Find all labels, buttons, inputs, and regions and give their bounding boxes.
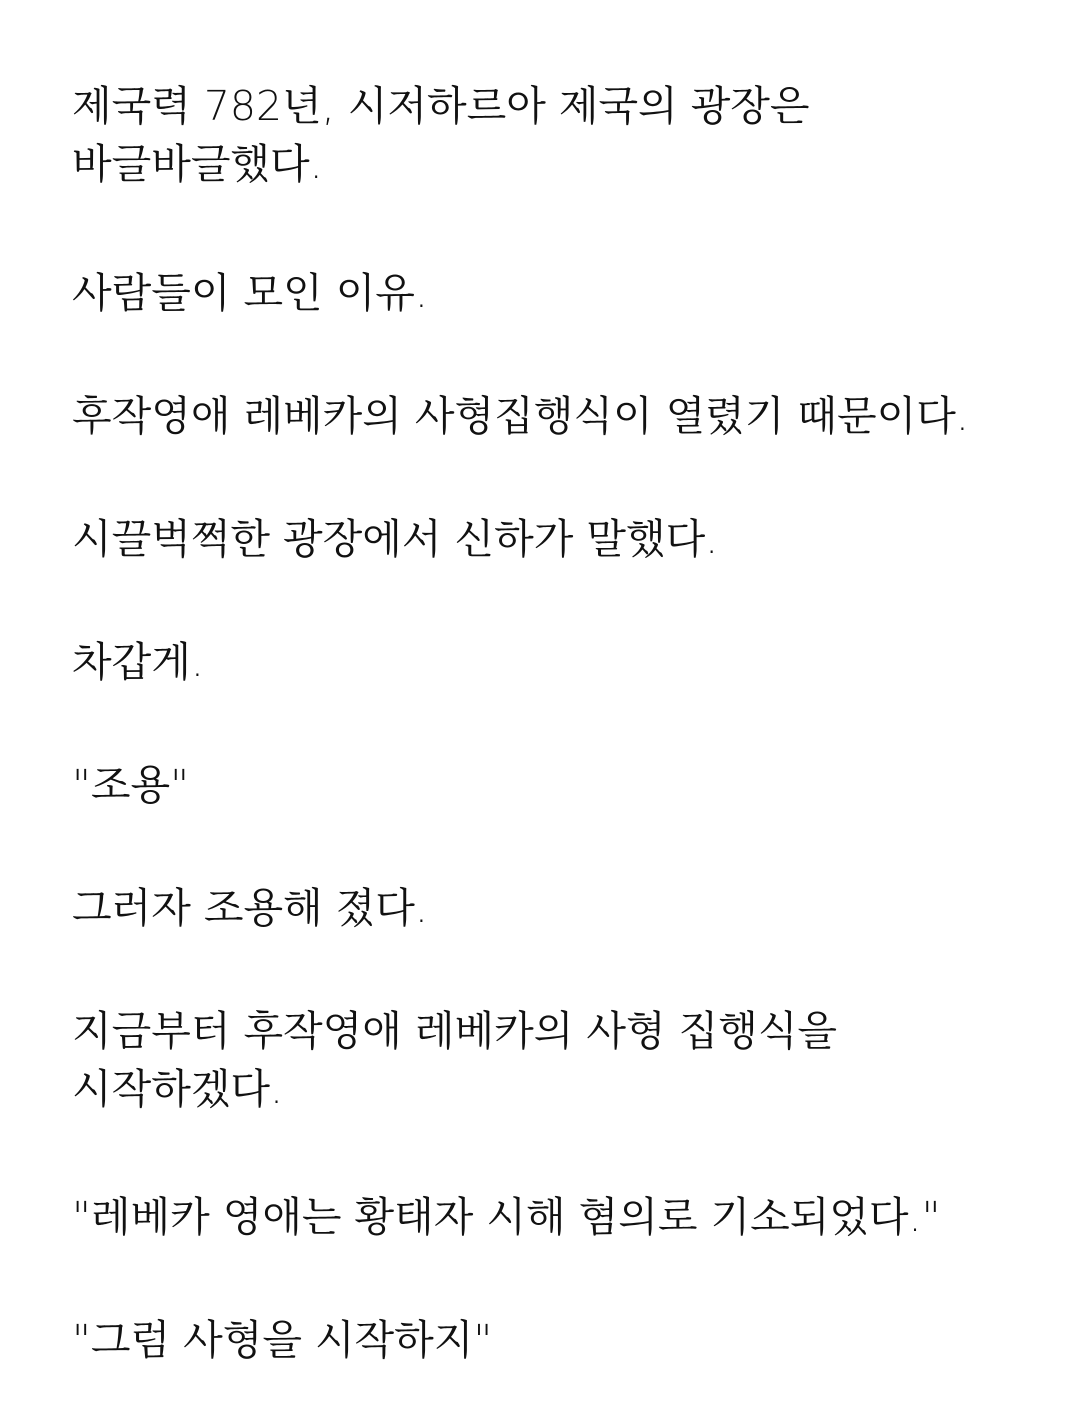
paragraph-8: 지금부터 후작영애 레베카의 사형 집행식을 시작하겠다. — [72, 1007, 838, 1113]
paragraph-2: 사람들이 모인 이유. — [72, 269, 428, 317]
paragraph-7: 그러자 조용해 졌다. — [72, 884, 428, 932]
paragraph-4: 시끌벅쩍한 광장에서 신하가 말했다. — [72, 515, 719, 563]
paragraph-6: "조용" — [72, 761, 189, 809]
paragraph-10: "그럼 사형을 시작하지" — [72, 1316, 493, 1364]
paragraph-5: 차갑게. — [72, 638, 204, 686]
paragraph-9: "레베카 영애는 황태자 시해 혐의로 기소되었다." — [72, 1193, 941, 1241]
paragraph-3: 후작영애 레베카의 사형집행식이 열렸기 때문이다. — [72, 392, 969, 440]
paragraph-1: 제국력 782년, 시저하르아 제국의 광장은 바글바글했다. — [72, 82, 810, 188]
